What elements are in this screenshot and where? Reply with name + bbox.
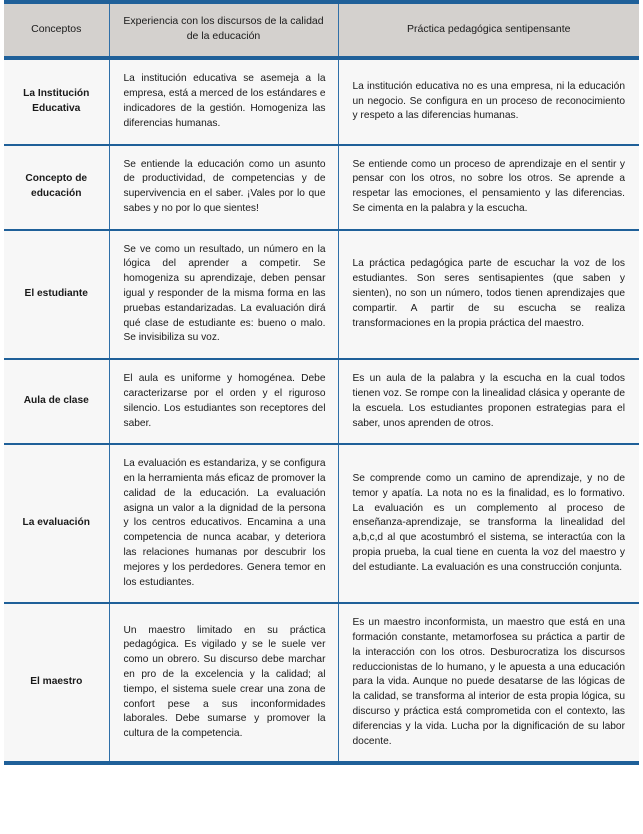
cell-experiencia: Se entiende la educación como un asunto de productividad, de competencias y de supervivencia en el saber. ¡Vales por lo que sabes y no por lo que sientes! <box>109 145 338 230</box>
cell-experiencia: La institución educativa se asemeja a la empresa, está a merced de los estándares e indicadores de la gestión. Homogeniza las diferencias humanas. <box>109 58 338 144</box>
cell-practica: Se comprende como un camino de aprendizaje, y no de temor y apatía. La nota no es la finalidad, es lo formativo. La evaluación es un complemento al proceso de enseñanza-aprendizaje, se transforma la linealidad del a,b,c,d al que acostumbró el sistema, se interactúa con la propia prueba, la cual tiene en cuenta la voz del maestro y del estudiante. La evaluación es una construcción conjunta. <box>338 444 639 603</box>
cell-practica: Es un aula de la palabra y la escucha en la cual todos tienen voz. Se rompe con la linealidad clásica y operante de la escuela. Los estudiantes proponen estrategias para el saber, unos aprenden de otros. <box>338 359 639 444</box>
table-header-row <box>4 2 639 58</box>
column-header-experiencia: Experiencia con los discursos de la calidad de la educación <box>109 2 338 58</box>
cell-practica: La institución educativa no es una empresa, ni la educación un negocio. Se configura en un proceso de reconocimiento y respeto a las diferencias humanas. <box>338 58 639 144</box>
cell-concepto: Concepto de educación <box>4 145 109 230</box>
column-header-conceptos: Conceptos <box>4 2 109 58</box>
table-body <box>4 58 639 763</box>
cell-concepto: El maestro <box>4 603 109 763</box>
column-header-practica: Práctica pedagógica sentipensante <box>338 2 639 58</box>
cell-concepto: La evaluación <box>4 444 109 603</box>
table-row <box>4 145 639 230</box>
table-row <box>4 359 639 444</box>
table-row <box>4 444 639 603</box>
table-row <box>4 58 639 144</box>
cell-practica: Es un maestro inconformista, un maestro que está en una formación constante, metamorfosea su práctica a partir de la interacción con los otros. Desburocratiza los discursos reduccionistas de lo humano, y le apuesta a una educación para la vida. Aunque no puede desatarse de las lógicas de la calidad, se transforma al interior de esta propia lógica, su discurso y práctica está comprometida con el contexto, las diferencias y la vida. Lucha por la dignificación de su labor docente. <box>338 603 639 763</box>
table-row <box>4 230 639 359</box>
comparison-table <box>4 0 639 765</box>
cell-practica: La práctica pedagógica parte de escuchar la voz de los estudiantes. Son seres sentisapientes (que saben y sienten), no son un número, todos tienen aprendizajes que compartir. A partir de su escucha se realiza transformaciones en la propia práctica del maestro. <box>338 230 639 359</box>
cell-experiencia: La evaluación es estandariza, y se configura en la herramienta más eficaz de promover la calidad de la educación. La evaluación asigna un valor a la dignidad de la persona y los centros educativos. Encamina a una competencia de nunca acabar, y deteriora las relaciones humanas por descubrir los mejores y los perdedores. Genera temor en los estudiantes. <box>109 444 338 603</box>
cell-experiencia: Se ve como un resultado, un número en la lógica del aprender a competir. Se homogeniza su aprendizaje, deben pensar igual y responder de la misma forma en las pruebas estandarizadas. La evaluación dirá qué clase de estudiante es: bueno o malo. Se invisibiliza su voz. <box>109 230 338 359</box>
cell-concepto: El estudiante <box>4 230 109 359</box>
cell-practica: Se entiende como un proceso de aprendizaje en el sentir y pensar con los otros, no sobre los otros. Se aprende a respetar las emociones, el pensamiento y las diferencias. Se cimenta en la palabra y la escucha. <box>338 145 639 230</box>
cell-experiencia: Un maestro limitado en su práctica pedagógica. Es vigilado y se le suele ver como un obrero. Su discurso debe marchar en pro de la excelencia y la calidad; al tiempo, el sistema suele crear una zona de confort pese a sus inconformidades laborales. Debe sumarse y promover la cultura de la competencia. <box>109 603 338 763</box>
table-header <box>4 2 639 58</box>
cell-concepto: La Institución Educativa <box>4 58 109 144</box>
cell-concepto: Aula de clase <box>4 359 109 444</box>
table-row <box>4 603 639 763</box>
cell-experiencia: El aula es uniforme y homogénea. Debe caracterizarse por el orden y el riguroso silencio. Los estudiantes son receptores del saber. <box>109 359 338 444</box>
